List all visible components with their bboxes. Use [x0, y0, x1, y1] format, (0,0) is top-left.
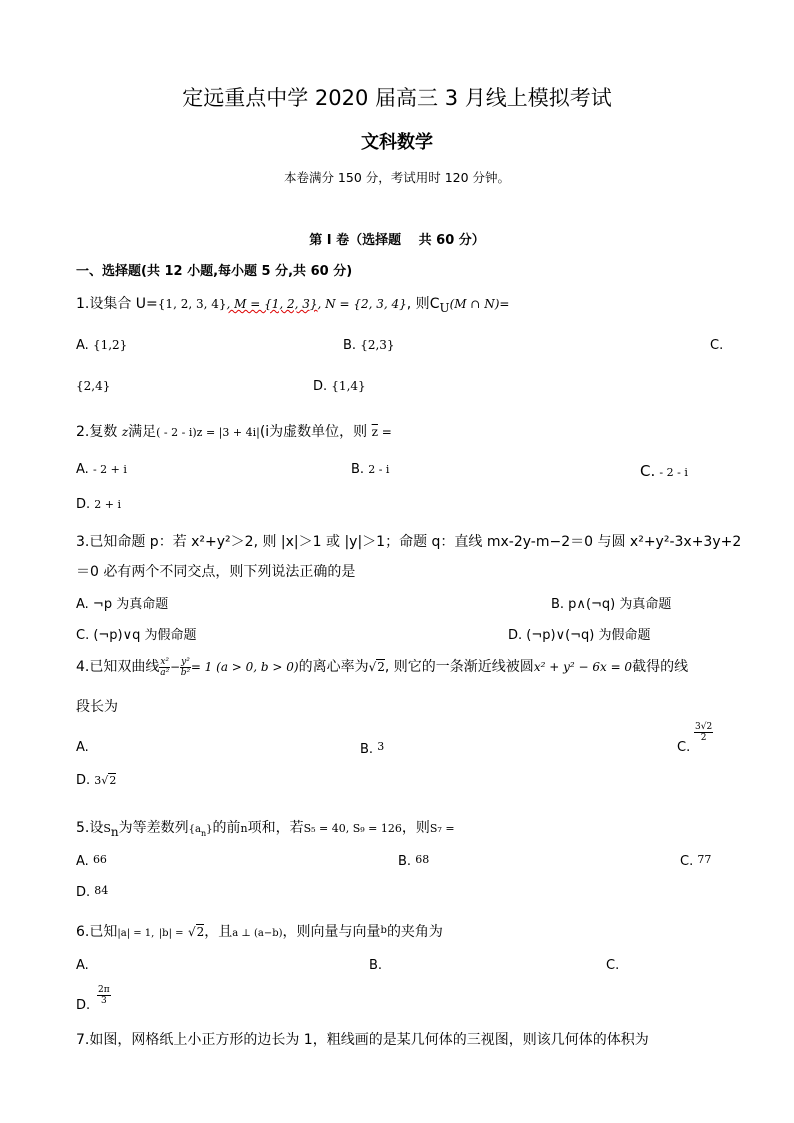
question-2: 2.复数 z满足( - 2 - i)z = |3 + 4i|(i为虚数单位，则 $\overline{z}$ =: [76, 424, 392, 440]
q1-option-a[interactable]: A. {1,2}: [76, 338, 128, 353]
q5-option-c[interactable]: C. 77: [680, 853, 712, 869]
question-3-line-1: 3.已知命题 p：若 x²+y²＞2, 则 |x|＞1 或 |y|＞1；命题 q：直线 mx-2y-m−2＝0 与圆 x²+y²-3x+3y+2: [76, 534, 742, 550]
q6-option-d-label[interactable]: D.: [76, 998, 91, 1013]
question-1: 1.设集合 U={1, 2, 3, 4}, M = {1, 2, 3}, N = {2, 3, 4}, 则$C_U(M$ ∩ N)=: [76, 296, 510, 315]
q1-option-c[interactable]: {2,4}: [76, 379, 111, 393]
q1-option-c-label[interactable]: C.: [710, 338, 724, 353]
q2-option-d[interactable]: D. 2 + i: [76, 497, 122, 512]
question-4-line-2: 段长为: [76, 699, 118, 715]
q3-option-d[interactable]: D. (¬p)∨(¬q) 为假命题: [508, 628, 651, 643]
q3-option-c[interactable]: C. (¬p)∨q 为假命题: [76, 628, 197, 643]
q6-option-c[interactable]: C.: [606, 958, 620, 973]
q1-option-d[interactable]: D. {1,4}: [313, 379, 366, 394]
q5-option-a[interactable]: A. 66: [76, 853, 107, 869]
question-4: 4.已知双曲线 $\frac{\text{x²}}{\text{a²}}$ − $\frac{\text{y²}}{\text{b²}}$ = 1 (a > 0, b > 0)的离心率为√2, 则它的一条渐近线被圆x² + y² − 6x = 0截得的线: [76, 656, 689, 678]
q2-option-a[interactable]: A. - 2 + i: [76, 462, 127, 477]
q4-option-c-fraction[interactable]: $\frac{3√2}{2}$: [695, 722, 713, 743]
q4-option-b[interactable]: B. $^3$: [360, 740, 385, 757]
q2-option-c[interactable]: C. - 2 - i: [640, 462, 688, 480]
question-5: 5.设$S_n$为等差数列$\{a_n\}$的前n项和，若S₅ = 40, S₉ = 126，则S₇ =: [76, 820, 455, 839]
q4-option-c-label[interactable]: C.: [677, 740, 691, 755]
exam-subtitle: 文科数学: [361, 132, 433, 153]
question-6: 6.已知|a| = 1, |b| = √2，且a ⊥ (a−b)，则向量与向量$^b$的夹角为: [76, 924, 443, 940]
q5-option-d[interactable]: D. 84: [76, 884, 109, 900]
question-3-line-2: ＝0 必有两个不同交点，则下列说法正确的是: [76, 564, 356, 580]
q4-option-a[interactable]: A.: [76, 740, 89, 755]
q5-option-b[interactable]: B. 68: [398, 853, 430, 869]
exam-note: 本卷满分 150 分，考试用时 120 分钟。: [283, 170, 511, 185]
q3-option-b[interactable]: B. p∧(¬q) 为真命题: [551, 597, 672, 612]
fraction-x2-a2: $\frac{\text{x²}}{\text{a²}}$: [160, 656, 170, 678]
q6-option-d-fraction[interactable]: $\frac{2\pi}{3}$: [98, 985, 110, 1006]
q2-option-b[interactable]: B. 2 - i: [351, 462, 390, 477]
q1-option-b[interactable]: B. {2,3}: [343, 338, 395, 353]
question-7: 7.如图，网格纸上小正方形的边长为 1，粗线画的是某几何体的三视图，则该几何体的体积为: [76, 1032, 649, 1048]
fraction-y2-b2: $\frac{\text{y²}}{\text{b²}}$: [180, 656, 191, 678]
q6-option-a[interactable]: A.: [76, 958, 89, 973]
q6-option-b[interactable]: B.: [369, 958, 383, 973]
q3-option-a[interactable]: A. ¬p 为真命题: [76, 597, 169, 612]
q4-option-d[interactable]: D. 3√2: [76, 773, 117, 788]
section-title: 第 I 卷（选择题 共 60 分）: [309, 233, 485, 248]
exam-title: 定远重点中学 2020 届高三 3 月线上模拟考试: [182, 86, 612, 110]
section-heading: 一、选择题(共 12 小题,每小题 5 分,共 60 分): [76, 264, 353, 279]
